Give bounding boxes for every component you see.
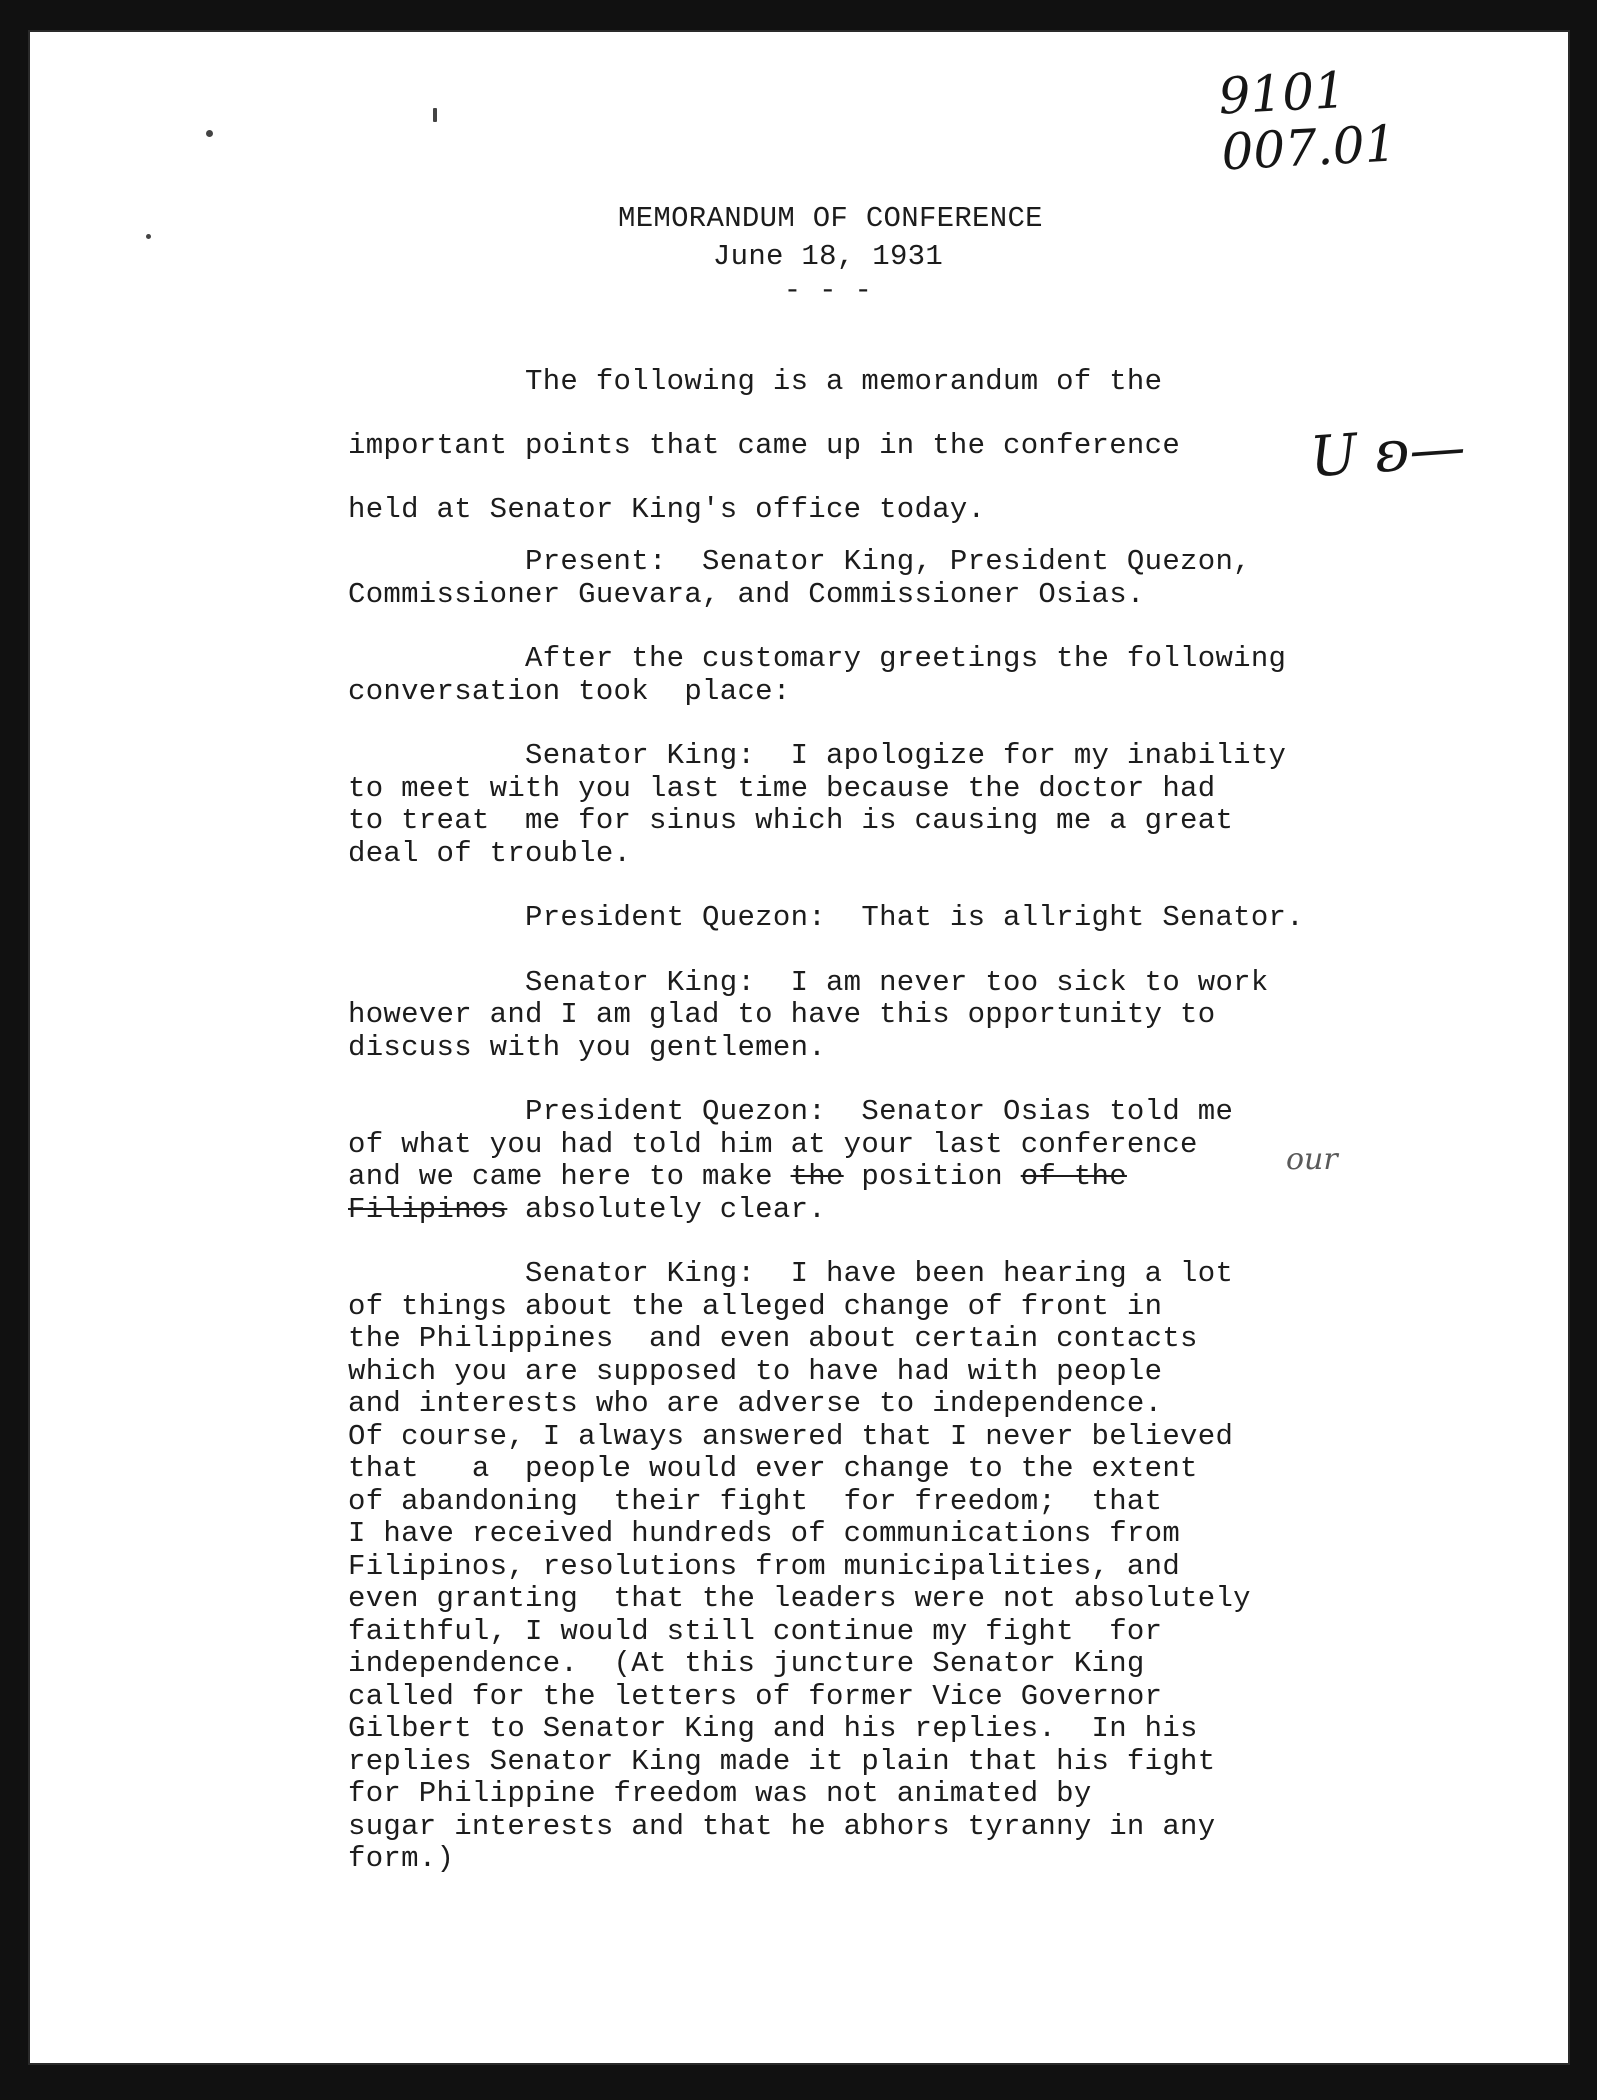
king-opportunity-paragraph: Senator King: I am never too sick to work however and I am glad to have this opportunity to discuss with you gentlemen. <box>348 965 1269 1064</box>
king-apology-paragraph: Senator King: I apologize for my inability to meet with you last time because the doctor had to treat me for sinus which is causing me a great deal of trouble. <box>348 739 1287 870</box>
memo-title: MEMORANDUM OF CONFERENCE <box>618 202 1043 235</box>
memo-header <box>618 200 1043 307</box>
intro-paragraph: The following is a memorandum of the important points that came up in the conference held at Senator King's office today. <box>348 365 1181 526</box>
king-statement-paragraph: Senator King: I have been hearing a lot of things about the alleged change of front in the Philippines and even about certain contacts which you are supposed to have had with people and interests who are adverse to independence. Of course, I always answered that I never believed that a people would ever change to the extent of abandoning their fight for freedom; that I have received hundreds of communications from Filipinos, resolutions from municipalities, and even granting that the leaders were not absolutely faithful, I would still continue my fight for independence. (At this juncture Senator King called for the letters of former Vice Governor Gilbert to Senator King and his replies. In his replies Senator King made it plain that his fight for Philippine freedom was not animated by sugar interests and that he abhors tyranny in any form.) <box>348 1257 1251 1875</box>
document-page <box>28 30 1570 2065</box>
handwritten-file-number <box>1217 59 1398 180</box>
quezon-position-paragraph <box>348 1096 1398 1226</box>
position-text-2: position <box>843 1160 1021 1193</box>
memo-body <box>348 350 1398 1908</box>
header-separator: - - - <box>783 274 873 307</box>
memo-date: June 18, 1931 <box>712 240 944 273</box>
scan-speck <box>206 130 213 137</box>
quezon-reply-paragraph: President Quezon: That is allright Senator. <box>348 901 1304 934</box>
position-text-1: President Quezon: Senator Osias told me of what you had told him at your last conference and we came here to make <box>348 1095 1234 1193</box>
handwritten-initials: U ʚ— <box>1307 414 1468 491</box>
file-number-line-1: 9101 <box>1217 60 1348 126</box>
attendees-paragraph: Present: Senator King, President Quezon, Commissioner Guevara, and Commissioner Osias. <box>348 545 1251 611</box>
scan-speck <box>433 108 437 122</box>
position-text-4: absolutely clear. <box>507 1192 826 1226</box>
greetings-paragraph: After the customary greetings the following conversation took place: <box>348 642 1287 708</box>
struck-word: the <box>790 1160 844 1193</box>
file-number-line-2: 007.01 <box>1220 114 1398 182</box>
scan-speck <box>146 234 151 239</box>
struck-filipinos: Filipinos <box>348 1192 508 1226</box>
handwritten-insertion: our <box>1286 1142 1338 1177</box>
struck-phrase: of the <box>1020 1160 1127 1193</box>
